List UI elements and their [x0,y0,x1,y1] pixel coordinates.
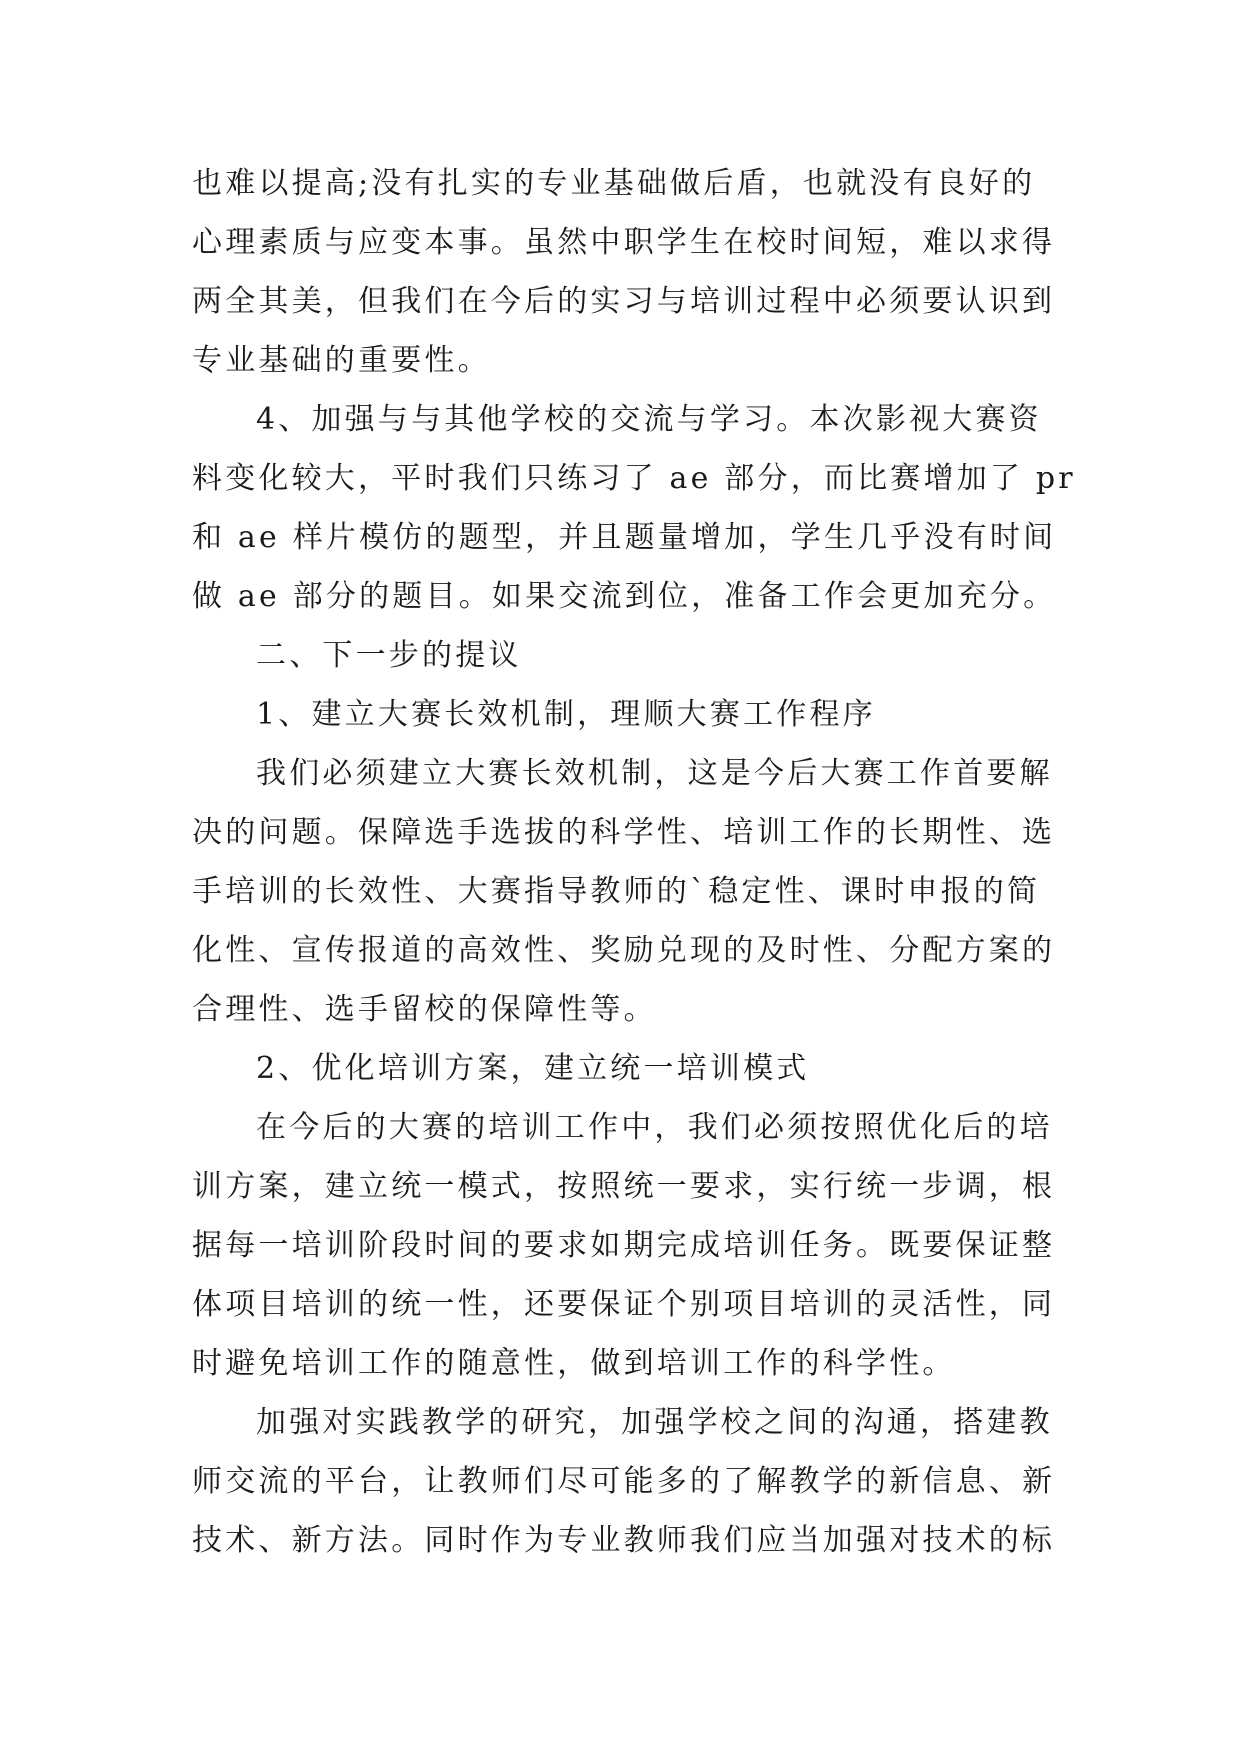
text-line: 4、加强与与其他学校的交流与学习。本次影视大赛资 [256,402,1042,437]
text-line: 体项目培训的统一性，还要保证个别项目培训的灵活性，同 [192,1287,1056,1322]
text-line: 我们必须建立大赛长效机制，这是今后大赛工作首要解 [256,756,1053,791]
text-line: 化性、宣传报道的高效性、奖励兑现的及时性、分配方案的 [192,933,1056,968]
text-line: 在今后的大赛的培训工作中，我们必须按照优化后的培 [256,1110,1053,1145]
text-line: 两全其美，但我们在今后的实习与培训过程中必须要认识到 [192,284,1056,319]
text-line: 据每一培训阶段时间的要求如期完成培训任务。既要保证整 [192,1228,1056,1263]
body-text [192,154,1076,1570]
text-line: 和 ae 样片模仿的题型，并且题量增加，学生几乎没有时间 [192,520,1057,555]
text-line: 2、优化培训方案，建立统一培训模式 [256,1051,810,1086]
text-line: 加强对实践教学的研究，加强学校之间的沟通，搭建教 [256,1405,1053,1440]
text-line: 合理性、选手留校的保障性等。 [192,992,657,1027]
text-line: 二、下一步的提议 [256,638,522,673]
text-line: 时避免培训工作的随意性，做到培训工作的科学性。 [192,1346,956,1381]
text-line: 1、建立大赛长效机制，理顺大赛工作程序 [256,697,876,732]
text-line: 专业基础的重要性。 [192,343,491,378]
text-line: 料变化较大，平时我们只练习了 ae 部分，而比赛增加了 pr [192,461,1076,496]
text-line: 手培训的长效性、大赛指导教师的`稳定性、课时申报的简 [192,874,1041,909]
text-line: 决的问题。保障选手选拔的科学性、培训工作的长期性、选 [192,815,1056,850]
text-line: 技术、新方法。同时作为专业教师我们应当加强对技术的标 [192,1523,1056,1558]
text-line: 也难以提高;没有扎实的专业基础做后盾，也就没有良好的 [192,166,1036,201]
text-line: 训方案，建立统一模式，按照统一要求，实行统一步调，根 [192,1169,1056,1204]
text-line: 心理素质与应变本事。虽然中职学生在校时间短，难以求得 [192,225,1056,260]
text-line: 做 ae 部分的题目。如果交流到位，准备工作会更加充分。 [192,579,1057,614]
text-line: 师交流的平台，让教师们尽可能多的了解教学的新信息、新 [192,1464,1056,1499]
